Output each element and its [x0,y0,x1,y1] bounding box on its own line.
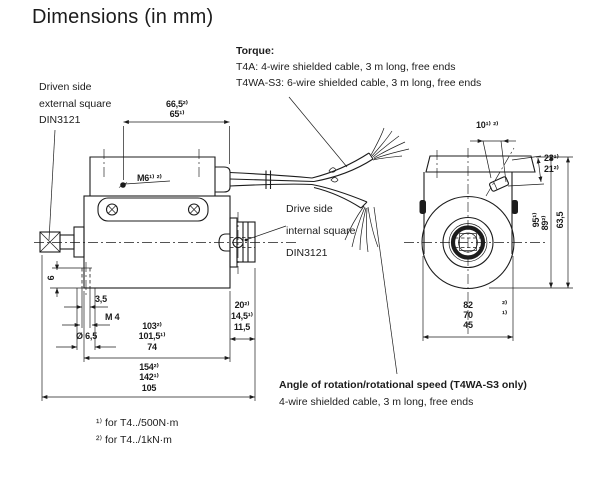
dim-side-10: 10¹⁾ ²⁾ [476,120,499,130]
dim-side-70-sup: ¹⁾ [502,309,508,319]
dim-side-82-sup: ²⁾ [502,299,508,309]
thread-m4-label: M 4 [105,312,120,322]
dim-end-14-5: 14,5¹⁾ [231,311,253,321]
dim-side-23: 23¹⁾ [544,153,559,163]
dim-foot-height-6: 6 [46,275,56,281]
dim-side-89: 89²⁾ [540,215,550,231]
dim-side-63-5: 63,5 [555,211,565,229]
dim-body-103: 103²⁾ [142,321,162,331]
dim-end-11-5: 11,5 [233,322,251,332]
footnote-1: ¹⁾ for T4../500N·m [96,417,179,429]
dim-overall-142: 142¹⁾ [139,372,159,382]
dim-end-20: 20²⁾ [234,300,250,310]
dim-overall-105: 105 [141,383,157,393]
dim-overall-154: 154²⁾ [139,362,159,372]
driven-side-label-3: DIN3121 [39,114,81,126]
dim-side-45: 45 [463,320,473,330]
torque-note-line-2: T4WA-S3: 6-wire shielded cable, 3 m long, free ends [236,77,482,89]
dim-side-95: 95¹⁾ [531,212,541,228]
footnote-2: ²⁾ for T4../1kN·m [96,434,172,446]
m6-thread-label: M6¹⁾ ²⁾ [137,173,162,183]
dim-hole-6-5: Ø 6,5 [76,331,98,341]
driven-side-label-2: external square [39,98,112,110]
dimension-lines-front [42,122,255,401]
torque-note-line-1: T4A: 4-wire shielded cable, 3 m long, free ends [236,61,456,73]
drive-side-label-1: Drive side [286,203,333,215]
dim-foot-width-3-5: 3,5 [95,294,107,304]
dim-body-74: 74 [147,342,157,352]
dim-side-82: 82 [463,300,473,310]
page-title: Dimensions (in mm) [32,6,214,28]
torque-note-title: Torque: [236,45,275,57]
drive-side-label-2: internal square [286,225,356,237]
dim-side-21: 21²⁾ [544,164,559,174]
dim-top-width-65: 65¹⁾ [169,109,185,119]
drive-side-label-3: DIN3121 [286,247,328,259]
angle-note-title: Angle of rotation/rotational speed (T4WA-S3 only) [279,379,527,391]
dim-side-70: 70 [463,310,473,320]
dim-body-101-5: 101,5¹⁾ [138,331,166,341]
angle-note-line: 4-wire shielded cable, 3 m long, free ends [279,396,474,408]
dim-top-width-66-5: 66,5²⁾ [166,99,188,109]
driven-side-label-1: Driven side [39,81,92,93]
